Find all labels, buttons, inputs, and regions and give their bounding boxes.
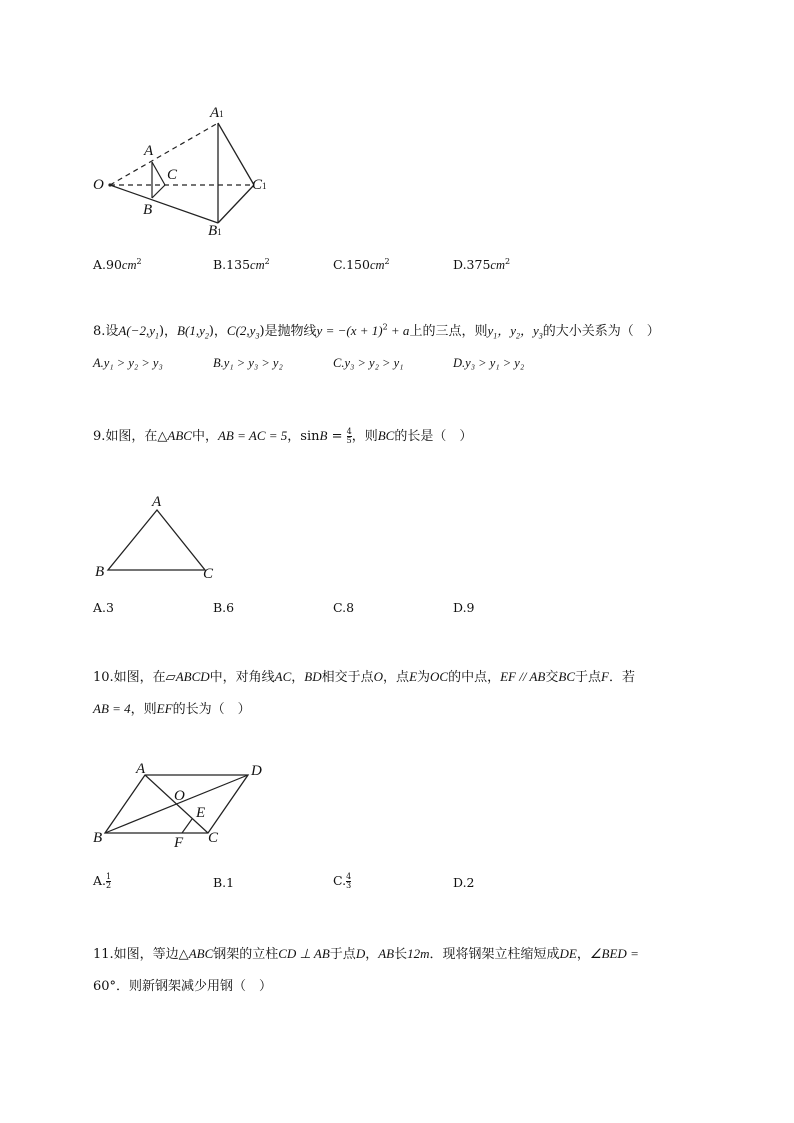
q9-option-d[interactable]: D.9 bbox=[453, 600, 475, 615]
q7-option-d[interactable]: $D.375cm^2$ bbox=[453, 257, 511, 273]
q8-option-d[interactable]: D.y₃ > y₁ > y₂ bbox=[453, 356, 525, 370]
q7-option-c[interactable]: $C.150cm^2$ bbox=[333, 257, 390, 273]
q8-stem: 8.设$A(-2,y_1)$，$B(1,y_2)$，$C(2,y_3)$是抛物线$y = -(x + 1)^2 + a$上的三点，则$y_1$，$y_2$，$y_3$的大小关系为（ ） bbox=[93, 322, 660, 341]
q9-option-b[interactable]: B.6 bbox=[213, 600, 235, 615]
label-O: O bbox=[93, 177, 104, 193]
label-B1: B1 bbox=[208, 223, 222, 239]
figure-triangle bbox=[90, 492, 230, 587]
label-E: E bbox=[196, 805, 206, 821]
label-C1: C1 bbox=[252, 177, 267, 193]
q8-option-b[interactable]: B.y₁ > y₃ > y₂ bbox=[213, 356, 283, 370]
figure-pyramid bbox=[90, 105, 290, 245]
label-A1: A1 bbox=[210, 105, 224, 121]
label-B: B bbox=[95, 564, 105, 580]
q9-stem: 9.如图，在△ABC中，AB = AC = 5，sinB = $\frac{4}{5}$ ，则BC的长是（ ） bbox=[93, 427, 473, 445]
q8-option-a[interactable]: A.y₁ > y₂ > y₃ bbox=[93, 356, 163, 370]
q10-stem-line2: AB = 4，则EF的长为（ ） bbox=[93, 701, 251, 717]
label-B: B bbox=[143, 202, 153, 218]
label-D: D bbox=[251, 763, 262, 779]
q9-option-c[interactable]: C.8 bbox=[333, 600, 355, 615]
q11-stem-line1: 11.如图，等边△ABC钢架的立柱CD ⊥ AB于点D，AB长12m．现将钢架立柱缩短成DE，∠BED = bbox=[93, 946, 639, 962]
label-F: F bbox=[174, 835, 184, 851]
pyramid-diagram bbox=[90, 105, 290, 245]
q10-stem-line1: 10.如图，在▱ABCD中，对角线AC，BD相交于点O，点E为OC的中点，EF // AB交BC于点F．若 bbox=[93, 669, 635, 685]
q7-option-b[interactable]: $B.135cm^2$ bbox=[213, 257, 270, 273]
label-A: A bbox=[144, 143, 154, 159]
label-A: A bbox=[152, 494, 162, 510]
label-A: A bbox=[136, 761, 146, 777]
q9-option-a[interactable]: A.3 bbox=[93, 600, 114, 615]
q8-option-c[interactable]: C.y₃ > y₂ > y₁ bbox=[333, 356, 404, 370]
q11-stem-line2: 60°．则新钢架减少用钢（ ） bbox=[93, 979, 273, 994]
q10-option-d[interactable]: D.2 bbox=[453, 875, 475, 890]
q10-option-b[interactable]: B.1 bbox=[213, 875, 235, 890]
label-C: C bbox=[167, 167, 178, 183]
label-C: C bbox=[208, 830, 219, 846]
label-C: C bbox=[203, 566, 214, 582]
q7-option-a[interactable]: $A.90cm^2$ bbox=[93, 257, 142, 273]
label-B: B bbox=[93, 830, 103, 846]
q10-option-c[interactable]: C. $\frac{4}{3}$ bbox=[333, 872, 352, 890]
q10-option-a[interactable]: A. $\frac{1}{2}$ bbox=[93, 872, 112, 890]
label-O: O bbox=[174, 788, 185, 804]
figure-parallelogram bbox=[90, 760, 280, 855]
